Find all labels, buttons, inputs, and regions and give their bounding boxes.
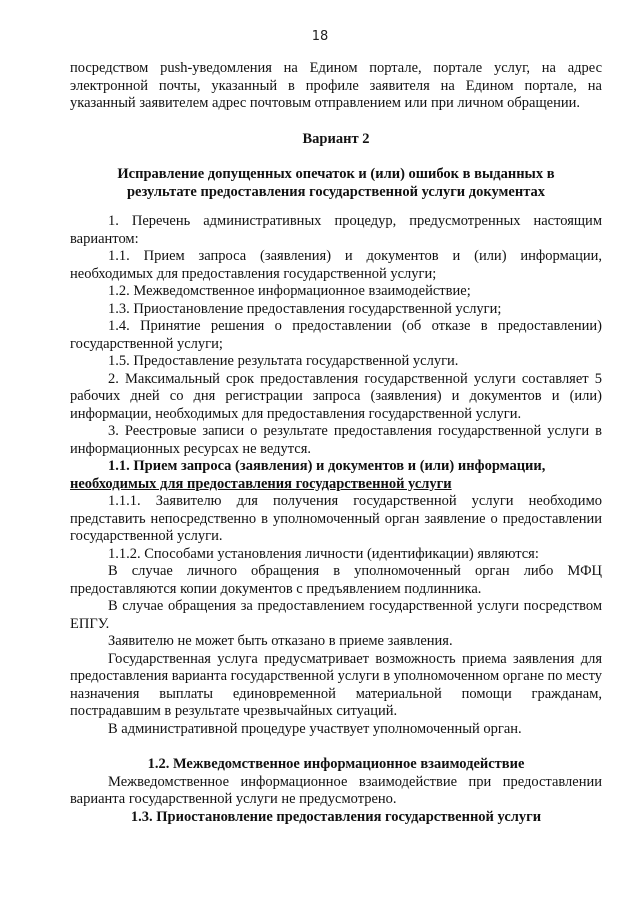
paragraph-1-5: 1.5. Предоставление результата государственной услуги. — [108, 353, 459, 369]
section-1-2-text: Межведомственное информационное взаимодействие при предоставлении варианта государственной услуги не предусмотрено. — [70, 773, 602, 807]
paragraph-1-1-2: 1.1.2. Способами установления личности (идентификации) являются: — [108, 545, 539, 562]
paragraph-personal-visit: В случае личного обращения в уполномоченный орган либо МФЦ предоставляются копии документов с предъявлением подлинника. — [70, 563, 602, 597]
page-body — [70, 60, 602, 826]
paragraph-2: 2. Максимальный срок предоставления государственной услуги составляет 5 рабочих дней со дня регистрации запроса (заявления) и документов и (или) информации, необходимых для предоставления государственной услуги. — [70, 370, 602, 422]
section-1-1-title-line-2 — [70, 476, 602, 494]
paragraph-1-2: 1.2. Межведомственное информационное взаимодействие; — [108, 283, 471, 299]
paragraph-1-3: 1.3. Приостановление предоставления государственной услуги; — [108, 300, 502, 317]
paragraph-1-4: 1.4. Принятие решения о предоставлении (об отказе в предоставлении) государственной услуги; — [70, 318, 602, 352]
paragraph-epgu: В случае обращения за предоставлением государственной услуги посредством ЕПГУ. — [70, 598, 602, 632]
section-1-3-title: 1.3. Приостановление предоставления государственной услуги — [130, 808, 542, 825]
section-1-1-title-line-1: 1.1. Прием запроса (заявления) и документов и (или) информации, — [108, 458, 546, 474]
variant-title-line-2: результате предоставления государственной услуги документах — [126, 183, 546, 200]
paragraph-participant: В административной процедуре участвует уполномоченный орган. — [108, 720, 522, 737]
section-1-1-title-line-2-text: необходимых для предоставления государственной услуги — [70, 475, 452, 492]
intro-paragraph: посредством push-уведомления на Едином портале, портале услуг, на адрес электронной почты, указанный в профиле заявителя на Едином портале, на указанный заявителем адрес почтовым отправлением или при личном обращении. — [70, 60, 602, 111]
paragraph-1-1-1: 1.1.1. Заявителю для получения государственной услуги необходимо представить непосредственно в уполномоченный орган заявление о предоставлении государственной услуги. — [70, 493, 602, 544]
paragraph-3: 3. Реестровые записи о результате предоставления государственной услуги в информационных ресурсах не ведутся. — [70, 423, 602, 457]
paragraph-1: 1. Перечень административных процедур, предусмотренных настоящим вариантом: — [70, 213, 602, 247]
variant-heading: Вариант 2 — [302, 130, 370, 147]
variant-title-line-1: Исправление допущенных опечаток и (или) ошибок в выданных в — [117, 166, 555, 182]
section-1-2-title: 1.2. Межведомственное информационное взаимодействие — [147, 756, 525, 772]
paragraph-1-1: 1.1. Прием запроса (заявления) и документов и (или) информации, необходимых для предоставления государственной услуги; — [70, 248, 602, 282]
paragraph-acceptance-place: Государственная услуга предусматривает возможность приема заявления для предоставления варианта государственной услуги в уполномоченном органе по месту назначения выплаты единовременной материальной помощи гражданам, пострадавшим в результате чрезвычайных ситуаций. — [70, 650, 602, 719]
page-number: 18 — [311, 29, 329, 44]
paragraph-no-refusal: Заявителю не может быть отказано в приеме заявления. — [108, 633, 453, 649]
